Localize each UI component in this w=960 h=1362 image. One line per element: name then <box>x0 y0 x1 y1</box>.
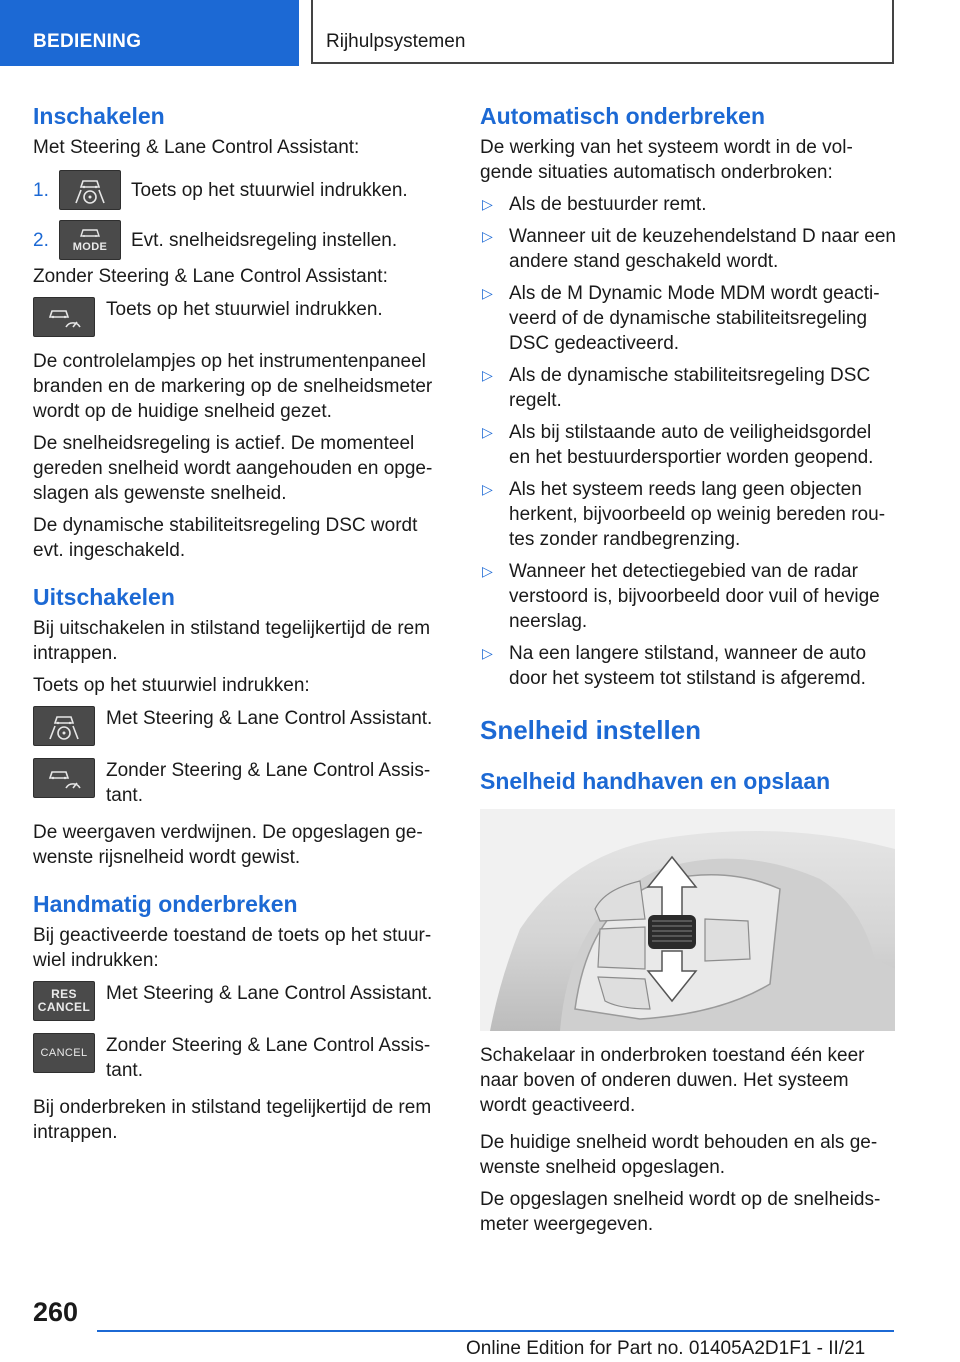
heading-snelheid-instellen: Snelheid instellen <box>480 715 702 745</box>
paragraph: De dynamische stabiliteitsregeling DSC wordt evt. ingeschakeld. <box>33 515 418 561</box>
heading-inschakelen: Inschakelen <box>33 103 165 129</box>
triangle-bullet-icon: ▷ <box>482 481 493 497</box>
edition-note: Online Edition for Part no. 01405A2D1F1 - II/21 <box>466 1338 866 1359</box>
triangle-bullet-icon: ▷ <box>482 367 493 383</box>
paragraph: De opgeslagen snelheid wordt op de snelheids-meter weergegeven. <box>480 1189 881 1235</box>
without-assistant-text: Toets op het stuurwiel indrukken. <box>106 299 383 320</box>
pause-without-assistant-row <box>33 1033 438 1083</box>
subheading-handhaven: Snelheid handhaven en opslaan <box>480 768 831 794</box>
pause-with-assistant-text: Met Steering & Lane Control Assistant. <box>106 983 433 1004</box>
cancel-label: CANCEL <box>37 1000 91 1014</box>
step-number: 2. <box>33 229 49 251</box>
cruise-control-button-icon <box>33 297 95 337</box>
list-item: ▷ Als het systeem reeds lang geen objecten herkent, bijvoorbeeld op weinig bereden rou-tes zonder randbegrenzing. <box>482 479 886 550</box>
left-column <box>33 100 438 1152</box>
paragraph: De controlelampjes op het instrumentenpaneel branden en de markering op de snelheidsmeter wordt op de huidige snelheid gezet. <box>33 351 433 422</box>
paragraph: De weergaven verdwijnen. De opgeslagen ge-wenste rijsnelheid wordt gewist. <box>33 822 423 868</box>
step-text: Evt. snelheidsregeling instellen. <box>131 229 398 251</box>
right-column <box>480 100 896 1244</box>
off-with-assistant-row <box>33 706 438 746</box>
triangle-bullet-icon: ▷ <box>482 424 493 440</box>
paragraph: Toets op het stuurwiel indrukken: <box>33 675 310 696</box>
triangle-bullet-icon: ▷ <box>482 228 493 244</box>
triangle-bullet-icon: ▷ <box>482 196 493 212</box>
paragraph: Bij onderbreken in stilstand tegelijkertijd de rem intrappen. <box>33 1097 432 1143</box>
triangle-bullet-icon: ▷ <box>482 645 493 661</box>
off-with-assistant-text: Met Steering & Lane Control Assistant. <box>106 708 433 729</box>
pause-with-assistant-row <box>33 981 438 1021</box>
heading-automatisch: Automatisch onderbreken <box>480 103 765 129</box>
paragraph: Bij geactiveerde toestand de toets op het stuur-wiel indrukken: <box>33 925 432 971</box>
interrupt-conditions-list <box>480 192 896 691</box>
section-tab <box>0 0 299 66</box>
without-assistant-label: Zonder Steering & Lane Control Assistant: <box>33 266 388 287</box>
pause-without-assistant-text: Zonder Steering & Lane Control Assis-tant. <box>106 1035 431 1081</box>
off-without-assistant-text: Zonder Steering & Lane Control Assis-tant. <box>106 760 431 806</box>
heading-handmatig: Handmatig onderbreken <box>33 891 298 917</box>
steering-assist-button-icon <box>59 170 121 210</box>
footer-divider <box>97 1330 894 1332</box>
list-item: ▷ Na een langere stilstand, wanneer de auto door het systeem tot stilstand is afgeremd. <box>482 643 867 689</box>
mode-button-icon <box>59 220 121 260</box>
list-item: ▷ Wanneer het detectiegebied van de radar verstoord is, bijvoorbeeld door vuil of hevige neerslag. <box>482 561 880 632</box>
paragraph: Bij uitschakelen in stilstand tegelijkertijd de rem intrappen. <box>33 618 431 664</box>
mode-label: MODE <box>72 241 108 253</box>
steering-assist-button-icon <box>33 706 95 746</box>
paragraph: Schakelaar in onderbroken toestand één keer naar boven of onderen duwen. Het systeem wordt geactiveerd. <box>480 1045 865 1116</box>
paragraph: De werking van het systeem wordt in de vol-gende situaties automatisch onderbroken: <box>480 137 853 183</box>
list-item: ▷ Wanneer uit de keuzehendelstand D naar een andere stand geschakeld wordt. <box>482 226 896 272</box>
paragraph: De snelheidsregeling is actief. De momenteel gereden snelheid wordt aangehouden en opge-slagen als gewenste snelheid. <box>33 433 433 504</box>
paragraph: De huidige snelheid wordt behouden en als ge-wenste snelheid opgeslagen. <box>480 1132 878 1178</box>
step-1 <box>33 170 438 210</box>
triangle-bullet-icon: ▷ <box>482 285 493 301</box>
step-number: 1. <box>33 179 49 201</box>
cancel-icon-label: CANCEL <box>40 1046 88 1059</box>
chapter-title: Rijhulpsystemen <box>326 31 466 52</box>
triangle-bullet-icon: ▷ <box>482 563 493 579</box>
cancel-button-icon <box>33 1033 95 1073</box>
list-item: ▷ Als de bestuurder remt. <box>482 194 707 215</box>
heading-uitschakelen: Uitschakelen <box>33 584 175 610</box>
cruise-control-button-icon <box>33 758 95 798</box>
list-item: ▷ Als de M Dynamic Mode MDM wordt geacti-veerd of de dynamische stabiliteitsregeling DSC gedeactiveerd. <box>482 283 880 354</box>
list-item: ▷ Als bij stilstaande auto de veiligheidsgordel en het bestuurdersportier worden geopend. <box>482 422 874 468</box>
res-label: RES <box>51 987 77 1001</box>
res-cancel-button-icon <box>33 981 95 1021</box>
chapter-tab <box>311 0 894 64</box>
page-number: 260 <box>33 1297 79 1327</box>
step-2 <box>33 220 438 260</box>
list-item: ▷ Als de dynamische stabiliteitsregeling DSC regelt. <box>482 365 871 411</box>
off-without-assistant-row <box>33 758 438 808</box>
step-text: Toets op het stuurwiel indrukken. <box>131 179 408 201</box>
with-assistant-label: Met Steering & Lane Control Assistant: <box>33 137 360 158</box>
steering-wheel-switch-image <box>480 809 895 1031</box>
without-assistant-row <box>33 297 438 337</box>
section-title: BEDIENING <box>33 31 142 52</box>
